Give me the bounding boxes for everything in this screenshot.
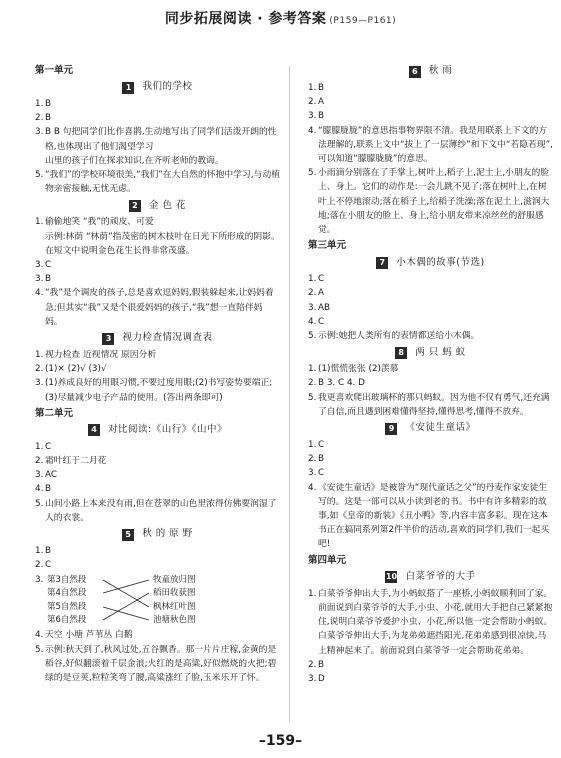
answer-item (308, 109, 553, 123)
left-column (35, 62, 280, 685)
section-heading (35, 330, 280, 347)
section-number-badge: 8 (395, 347, 407, 359)
answer-text: B (318, 659, 325, 670)
answer-item (308, 629, 553, 657)
answer-item (35, 558, 280, 572)
answer-text: C (318, 468, 325, 479)
section-heading (35, 197, 280, 214)
section-number-badge: 5 (122, 529, 134, 541)
answer-text: 山间小路上本来没有雨,但在苍翠的山色里浓得仿佛要润湿了人的衣裳。 (45, 498, 277, 523)
answer-text: “我”是个调皮的孩子,总是喜欢逗妈妈,假装躲起来,让妈妈着急;但其实“我”又是个很爱妈妈的孩子,“我”想一直陪伴妈妈。 (45, 288, 274, 327)
question-number: 1. (308, 83, 317, 93)
answer-text: B 3. C 4. D (318, 378, 365, 389)
question-number: 1. (35, 546, 44, 557)
match-line (103, 580, 149, 607)
answer-text: (1)慌慌张张 (2)羡慕 (318, 364, 399, 375)
answer-text: B (45, 113, 52, 124)
page-range: (P159—P161) (329, 16, 397, 26)
answer-text: A (318, 97, 325, 108)
answer-text: AC (45, 470, 58, 481)
question-number: 1. (35, 350, 44, 361)
answer-text: B (318, 454, 325, 465)
answer-text: A (318, 288, 325, 299)
answer-text: (1)养成良好的用眼习惯,不要过度用眼;(2)书写姿势要端正;(3)尽量减少电子产品的使用。(答出两条即可) (45, 378, 273, 403)
title-text: 同步拓展阅读 · 参考答案 (164, 11, 327, 27)
answer-item (308, 481, 553, 552)
answer-text: B (45, 484, 52, 495)
answer-item (308, 286, 553, 300)
section-title: 视力检查情况调查表 (122, 332, 213, 344)
question-number: 2. (35, 113, 44, 124)
answer-item (308, 391, 553, 419)
section-number-badge: 10 (385, 572, 398, 582)
answer-item (35, 286, 280, 329)
answer-item (35, 497, 280, 525)
match-left-item: 第3自然段 (47, 575, 87, 586)
question-number: 2. (308, 97, 317, 108)
answer-list (35, 440, 280, 525)
answer-item (35, 154, 280, 168)
match-left-item: 第6自然段 (47, 615, 87, 626)
section-number-badge: 2 (129, 200, 141, 212)
section-heading (308, 569, 553, 586)
question-number: 4. (35, 288, 44, 299)
question-number: 2. (308, 659, 317, 670)
question-number: 3. (35, 127, 44, 138)
question-number: 4. (308, 316, 317, 327)
match-line (103, 593, 149, 620)
answer-text: “我们”的学校环境很美,“我们”在大自然的怀抱中学习,与动植物亲密接触,无忧无虑。 (45, 170, 280, 195)
question-number: 5. (308, 392, 317, 403)
question-number: 2. (308, 454, 317, 465)
answer-list (35, 97, 280, 196)
answer-list (308, 438, 553, 552)
page-number: –159– (258, 733, 303, 749)
question-number: 4. (35, 630, 44, 641)
match-right-item: 稻田收获图 (153, 588, 196, 599)
section-title: 两 只 蚂 蚁 (415, 346, 466, 358)
answer-item (308, 81, 553, 95)
answer-item (308, 95, 553, 109)
section-title: 《安徒生童话》 (405, 422, 476, 434)
question-number: 3. (308, 468, 317, 479)
question-number: 4. (308, 482, 317, 493)
match-left-item: 第5自然段 (47, 602, 87, 613)
answer-item (35, 111, 280, 125)
question-number: 1. (308, 274, 317, 285)
section-heading (308, 420, 553, 437)
answer-text: 霜叶红于二月花 (45, 456, 107, 467)
question-number: 2. (308, 288, 317, 299)
answer-item (308, 672, 553, 686)
answer-text: 我更喜欢爬出玻璃杯的那只蚂蚁。因为他不仅有勇气,还充满了自信,而且遇到困难懂得坚持,懂得思考,懂得不放弃。 (318, 392, 550, 417)
question-number: 5. (308, 331, 317, 342)
answer-list (35, 215, 280, 329)
answer-item (308, 301, 553, 315)
answer-list (35, 348, 280, 405)
answer-item (35, 348, 280, 362)
answer-list (308, 81, 553, 237)
match-left-item: 第4自然段 (47, 588, 87, 599)
answer-text: “朦朦胧胧”的意思指事物界限不清。我是用联系上下文的方法理解的,联系上文中“拔上了一层薄纱”和下文中“若隐若现”,可以知道“朦朦胧胧”的意思。 (318, 125, 553, 165)
section-title: 秋 的 原 野 (142, 528, 193, 540)
unit-heading: 第三单元 (308, 240, 347, 252)
answer-text: 白菜爷爷伸出大手,为龙弟弟遮挡阳光,花弟弟感到很凉快,马上精神起来了。前面说到白菜爷爷一定会帮助花弟弟。 (318, 631, 547, 656)
answer-item (35, 258, 280, 272)
question-number: 2. (35, 456, 44, 467)
answer-item (35, 168, 280, 196)
match-line (103, 580, 149, 593)
answer-item (35, 376, 280, 404)
answer-text: B B 句把同学们比作喜鹊,生动地写出了同学们活泼开朗的性格,也体现出了他们渴望学习 (45, 127, 277, 152)
answer-text: 视力检查 近视情况 原因分析 (45, 350, 157, 361)
section-number-badge: 3 (102, 333, 114, 345)
question-number: 1. (308, 588, 317, 599)
answer-text: C (45, 260, 52, 271)
question-number: 1. (308, 364, 317, 375)
answer-item (308, 587, 553, 630)
question-number: 4. (308, 125, 317, 136)
section-number-badge: 7 (376, 257, 388, 269)
answer-text: 山里的孩子们在探求知识,在齐听老师的教诲。 (45, 155, 224, 166)
answer-list (308, 272, 553, 343)
answer-text: D (318, 673, 325, 684)
section-number-badge: 1 (122, 82, 134, 94)
answer-item (35, 482, 280, 496)
question-number: 3. (308, 111, 317, 122)
answer-text: 示例:林荫 “林荫”指茂密的树木枝叶在日光下所形成的阴影。在短文中说明金色花生长得非常茂盛。 (45, 231, 280, 256)
question-number: 3. (35, 274, 44, 285)
question-number: 1. (35, 217, 44, 228)
question-number: 2. (308, 378, 317, 389)
answer-text: B (318, 83, 325, 93)
answer-text: C (318, 440, 325, 451)
answer-text: B (45, 99, 52, 109)
answer-item (35, 643, 280, 686)
answer-list (308, 362, 553, 419)
section-heading (308, 254, 553, 271)
answer-item (35, 454, 280, 468)
section-title: 金 色 花 (148, 199, 187, 211)
answer-item (35, 440, 280, 454)
answer-text: 小雨滴分别落在了手掌上,树叶上,稻子上,泥土上,小朋友的脸上、身上。它们的动作是:一会儿跳不见了;落在树叶上,在树叶上不停地滚动;落在稻子上,给稻子洗澡;落在泥土上,滋润大地;落在小朋友的脸上、身上,给小朋友带来凉丝丝的舒服感觉。 (318, 168, 550, 236)
column-divider (289, 66, 290, 722)
answer-text: 《安徒生童话》是被誉为“现代童话之父”的丹麦作家安徒生写的。这是一部可以从小读到老的书。书中有许多精彩的故事,如《皇帝的新装》《丑小鸭》等,内容丰富多彩。现在这本书正在搞同系列第2件半价的活动,喜欢的同学们,我们一起买吧! (318, 482, 550, 550)
question-number: 3. (35, 470, 44, 481)
section-title: 秋 雨 (428, 65, 453, 77)
unit-heading: 第四单元 (308, 554, 347, 566)
unit-heading: 第二单元 (35, 407, 74, 419)
section-heading (308, 63, 553, 80)
answer-item (308, 452, 553, 466)
question-number: 5. (308, 168, 317, 179)
section-title: 小木偶的故事(节选) (396, 256, 485, 268)
answer-text: AB (318, 302, 331, 313)
answer-list (35, 628, 280, 685)
answer-item (35, 468, 280, 482)
answer-text: B (318, 111, 325, 122)
answer-item (35, 125, 280, 153)
match-right-item: 牧童放归图 (153, 575, 196, 586)
answer-item (35, 97, 280, 111)
question-number: 5. (35, 170, 44, 181)
answer-item (308, 272, 553, 286)
question-number: 1. (308, 440, 317, 451)
answer-item (308, 658, 553, 672)
answer-item (35, 215, 280, 229)
question-number: 2. (35, 364, 44, 375)
section-title: 白菜爷爷的大手 (405, 571, 476, 583)
match-right-item: 池塘秋色图 (153, 615, 196, 626)
answer-text: 示例:她把人类所有的表情都送给小木偶。 (318, 331, 480, 342)
answer-list (308, 587, 553, 686)
question-number: 5. (35, 498, 44, 509)
answer-text: 天空 小塘 芦苇丛 白鹅 (45, 630, 133, 641)
section-heading (308, 344, 553, 361)
section-heading (35, 79, 280, 96)
answer-item (308, 166, 553, 237)
answer-text: B (45, 546, 52, 557)
answer-text: C (45, 560, 52, 571)
answer-item (308, 466, 553, 480)
match-right-item: 枫林红叶图 (153, 602, 196, 613)
section-title: 我们的学校 (142, 81, 193, 93)
question-number: 2. (35, 560, 44, 571)
question-number: 3. (35, 260, 44, 271)
answer-text: 偷偷地笑 “我”的顽皮、可爱 (45, 217, 154, 228)
answer-item (308, 329, 553, 343)
answer-item (308, 438, 553, 452)
answer-text: C (318, 316, 325, 327)
section-number-badge: 6 (409, 66, 421, 78)
answer-item (35, 272, 280, 286)
matching-exercise (35, 573, 280, 627)
section-heading (35, 526, 280, 543)
answer-list (35, 544, 280, 572)
answer-text: 示例:秋天到了,秋风过处,五谷飘香。那一片片庄稼,金黄的是稻谷,好似翻滚着千层金浪;火红的是高粱,好似燃烧的火把;碧绿的是豆荚,粒粒笑弯了腰,高粱涨红了脸,玉米乐开了怀。 (45, 644, 277, 684)
answer-item (308, 376, 553, 390)
answer-text: 白菜爷爷伸出大手,为小蚂蚁搭了一座桥,小蚂蚁顺利回了家。 前面说到白菜爷爷的大手,小虫、小花,就用大手把自己紧紧抱住,说明白菜爷爷爱护小虫、小花,所以他一定会帮助小蚂蚁。 (318, 588, 553, 628)
question-number: 1. (35, 99, 44, 109)
page-title (0, 8, 561, 28)
question-number: 5. (35, 644, 44, 655)
question-number: 3. (35, 575, 44, 586)
answer-item (35, 544, 280, 558)
answer-text: (1)× (2)√ (3)√ (45, 364, 107, 375)
answer-text: C (45, 441, 52, 452)
answer-item (308, 124, 553, 167)
match-line (103, 607, 149, 620)
section-number-badge: 9 (385, 423, 397, 435)
page-header (0, 0, 561, 62)
answer-item (308, 315, 553, 329)
question-number: 1. (35, 441, 44, 452)
section-heading (35, 422, 280, 439)
answer-item (35, 362, 280, 376)
answer-text: B (45, 274, 52, 285)
answer-item (35, 628, 280, 642)
answer-item (308, 362, 553, 376)
answer-item (35, 230, 280, 258)
right-column (308, 62, 553, 686)
section-number-badge: 4 (88, 424, 100, 436)
answer-text: C (318, 274, 325, 285)
question-number: 3. (35, 378, 44, 389)
unit-heading: 第一单元 (35, 65, 74, 76)
question-number: 3. (308, 673, 317, 684)
question-number: 4. (35, 484, 44, 495)
question-number: 3. (308, 302, 317, 313)
section-title: 对比阅读:《山行》《山中》 (108, 424, 227, 436)
